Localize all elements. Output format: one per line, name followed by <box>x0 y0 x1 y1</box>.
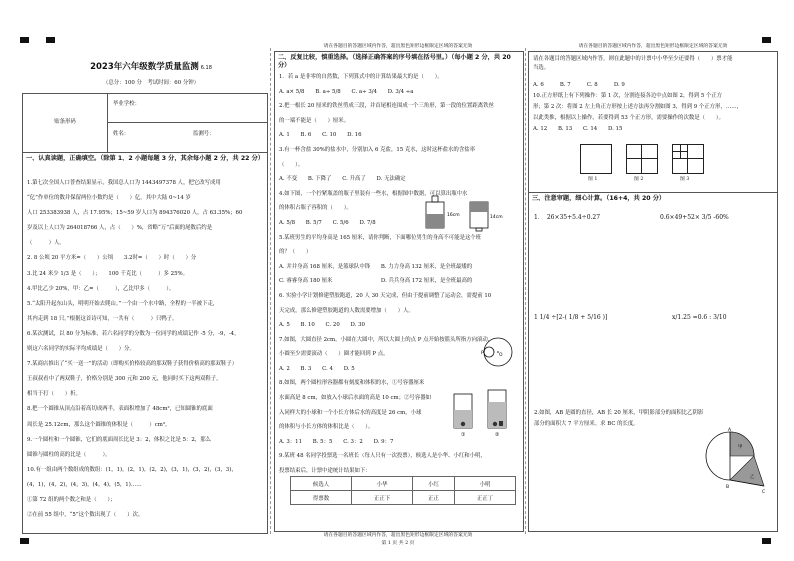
section-3-title: 三、注意审题，细心计算。（16+4，共 20 分） <box>532 195 666 202</box>
question-line: 圆锥与圆柱的高的比是（ ）。 <box>27 451 111 458</box>
question-line: 2. 8 公顷 20 平方米=（ ）公顷 3.2时=（ ）时（ ）分 <box>27 255 197 262</box>
question-line: ①第 72 组的两个数之和是（ ）； <box>27 496 116 503</box>
question-line: 3.比 24 米少 1/3 是（ ）； 100 千克比（ ）多 25%。 <box>27 270 189 277</box>
warning-banner: 请在各题目的答题区域内作答，超出黑色矩形边框限定区域的答案无效 <box>323 44 473 49</box>
question-line: “亿”作单位的数并保留两位小数约是（ ）亿。其中大陆 0~14 岁 <box>27 195 191 202</box>
figure-label: 图 1 <box>588 177 598 182</box>
circle-roll-figure <box>480 334 520 370</box>
container-1-label: ① <box>461 432 466 438</box>
warning-banner: 请在各题目的答题区域内作答，超出黑色矩形边框限定区域的答案无效 <box>578 44 728 49</box>
square-figure-1 <box>580 144 612 174</box>
question-line: 4.甲比乙少 20%，甲：乙=（ ），乙比甲多（ ）。 <box>27 285 175 292</box>
question-line: 请在各题目的答题区域内作答，则在此题中的计票中小华至少还要得（ ）票才能 <box>533 56 733 62</box>
square-figure-3 <box>672 144 704 174</box>
figure-label: 图 3 <box>680 177 690 182</box>
question-line: 天完成，那么修建塑胶跑道的人数需要增加（ ）人。 <box>279 307 414 314</box>
barcode-area <box>23 94 108 152</box>
question-line: (4，1)，(4，2)，(4，3)，(4，4)，(5，1)…… <box>27 481 142 488</box>
bottle-height-2: 14cm <box>490 215 503 220</box>
question-line: A. 1 B. 6 C. 10 D. 16 <box>279 132 362 139</box>
question-line: 9.一个圆柱和一个圆锥，它们的底面周长比是 3：2，体积之比是 5：2，那么 <box>27 436 212 443</box>
question-line: 10.有一组由两个数组成的数组：(1，1)，(2，1)，(2，2)，(3，1)，(3，2)，(3，3)， <box>27 466 237 473</box>
question-line: A. 并并身高 168 厘米，是篮球队中锋 B. 力力身高 132 厘米，是全班最矮的 <box>279 263 473 270</box>
registration-mark <box>46 37 55 43</box>
registration-mark <box>762 538 771 544</box>
question-line: 形；第 2 次：将图 2 左上角正方形按上述方法再分割如图 3，得到 9 个正方形，……， <box>533 104 742 110</box>
question-line: 的一端不能是（ ）厘米。 <box>279 117 350 124</box>
square-figure-2 <box>626 144 658 174</box>
containers-figure <box>448 386 516 438</box>
question-line: ②在前 55 组中，“5”这个数出现了（ ）次。 <box>27 512 144 519</box>
name-field[interactable]: 姓名： <box>113 131 130 137</box>
page-title: 2023年六年级数学质量监测 6.18 <box>90 62 212 72</box>
question-9-continued <box>533 55 773 73</box>
question-line: 的？（ ） <box>279 249 312 256</box>
question-line: 4.如下图，一个拧紧瓶盖的瓶子里装有一些水，根据图中数据，可以算出瓶中水 <box>279 190 468 197</box>
registration-mark <box>20 538 29 544</box>
table-header: 小明 <box>454 477 515 491</box>
question-line: C. 睿睿身高 180 厘米 D. 兵兵身高 172 厘米，是全班最高的 <box>279 278 473 285</box>
question-line: （ ）。 <box>279 161 304 168</box>
question-line: 6.某次测试，以 80 分为标准，若六名同学的分数为一位同学的成绩记作 -5 分，-9，-4， <box>27 330 240 337</box>
point-p-label: P <box>481 351 484 356</box>
region-jia-label: 甲 <box>738 445 743 450</box>
question-line: A. 5/8 B. 5/7 C. 5/6 D. 7/8 <box>279 219 376 226</box>
question-line: 周长是 25.12cm，那么这个圆锥的体积是（ ）cm³。 <box>27 421 171 428</box>
calc-2: 0.6×49+52× 3/5 -60% <box>660 214 729 221</box>
section-1-questions <box>27 176 263 523</box>
question-line: 7.某商店推出了“买一送一”的活动（即购买价格较高的那双鞋子获得价格高的那双鞋子） <box>27 361 238 368</box>
school-field[interactable]: 毕业学校： <box>113 101 140 107</box>
question-line: A. 不变 B. 下降了 C. 升高了 D. 无法确定 <box>279 176 406 183</box>
section-2-title: 二、反复比较，慎重选择。（选择正确答案的序号填在括号里。）（每小题 2 分，共 20 分） <box>278 54 511 69</box>
question-line: 9.某班 48 名同学投票选一名班长（每人只有一次投票），候选人是小华、小红和小明， <box>279 453 486 460</box>
table-header: 小华 <box>352 477 413 491</box>
point-c-label: C <box>762 490 766 495</box>
exam-number-field[interactable]: 监测号： <box>193 131 215 137</box>
question-line: 2.如图，AB 是圆的直径，AB 长 20 厘米，甲阴影部分的面积比乙阴影 <box>534 410 704 416</box>
question-line: 投票结束后，计票中途统计结果如下： <box>279 468 371 475</box>
barcode-label: 贴条形码 <box>54 119 76 125</box>
question-line: 7.如图，大圆直径 2cm，小圆在大圆中，所以大圆上的点 P 点开始按篮头所指方向滚动， <box>279 336 494 343</box>
question-10 <box>533 80 773 135</box>
question-line: 则这六名同学的实际平均成绩是（ ）分。 <box>27 346 135 353</box>
question-line: 水面高是 8 cm，如放入小球后水面的高是 10 cm；②号容器如 <box>279 395 431 402</box>
question-line: 10.正方形纸上有下列操作：第 1 次，分割连接各边中点如图 2，得到 5 个正方 <box>533 93 723 99</box>
bottle-figure <box>420 192 503 232</box>
bottle-height-1: 16cm <box>447 213 460 218</box>
page-number: 第 1 页 共 2 页 <box>381 541 415 546</box>
question-line: 入同样大的小球和一个小长方体后水的高度是 26 cm，小球 <box>279 409 422 416</box>
question-line: 以此类推，根据以上操作，若要得到 53 个正方形，需要操作的次数是（ ）。 <box>533 115 724 121</box>
table-header: 候选人 <box>291 477 352 491</box>
point-b-label: B <box>726 485 730 490</box>
question-line: A. 5 B. 10 C. 20 D. 30 <box>279 322 365 329</box>
point-a-label: A <box>728 428 732 433</box>
question-line: 8.如图，两个圆柱形容器都有刻度和体积的水，①号容器厘米 <box>279 380 425 387</box>
question-line: 1.第七次全国人口普查结果显示，我国总人口为 1443497378 人，把它改写成用 <box>27 180 221 186</box>
section-1-title: 一、认真读题，正确填空。（除第 1、2 小题每题 3 分，其余每小题 2 分，共 22 分） <box>26 155 264 162</box>
table-header: 小红 <box>413 477 455 491</box>
question-line: 人口 253383938 人，占 17.95%；15~59 岁人口为 894376020 人，占 63.35%；60 <box>27 210 243 217</box>
fold-line <box>525 48 526 534</box>
question-line: A. 6 B. 7 C. 8 D. 9 <box>533 82 625 88</box>
question-line: 当选。 <box>533 65 550 71</box>
question-line: （ ）人。 <box>27 240 65 247</box>
question-line: A. a× 5/8 B. a÷ 5/8 C. a÷ 3/4 D. 3/4 ÷a <box>279 88 414 95</box>
question-line: 的体积与小长方体的体积比是（ ）。 <box>279 424 374 431</box>
question-line: 岁及以上人口为 264018766 人，占（ ）%，省略“万”后面的尾数后约是 <box>27 225 213 232</box>
registration-mark <box>20 37 29 43</box>
container-2-label: ② <box>495 432 500 438</box>
question-line: A. 12 B. 13 C. 14 D. 15 <box>533 126 623 132</box>
table-row-label: 得票数 <box>291 491 352 505</box>
question-line: 其内走到 18 只。”根据这首诗可知，一共有（ ）只鸭子。 <box>27 315 178 322</box>
table-cell: 正正丁 <box>454 491 515 505</box>
question-line: 部分的面积大 7 平方厘米。求 BC 的长度。 <box>534 421 639 427</box>
warning-banner-bottom: 请在各题目的答题区域内作答，超出黑色矩形边框限定区域的答案无效 <box>323 533 473 538</box>
question-line: 5.某班男生的平均身高是 165 厘米，请你判断，下面哪位男生的身高不可能是这个班 <box>279 234 482 241</box>
exam-meta: （总分：100 分 考试时间：60 分钟） <box>102 80 200 86</box>
calc-4: x/1.25 =0.6 : 3/10 <box>672 314 727 321</box>
question-line: 5.“太阳升起东山头，明明开始去爬山。”一个由一个水中路，全程的一半被下走， <box>27 300 219 307</box>
table-cell: 正正 <box>413 491 455 505</box>
question-line: A. 2 B. 3 C. 4 D. 5 <box>279 365 355 372</box>
calc-3: 1 1/4 ÷[2-( 1/8 + 5/16 )] <box>534 314 608 321</box>
question-line: 相当于打（ ）折。 <box>27 391 81 398</box>
question-line: A. 3：11 B. 5：5 C. 3：2 D. 9：7 <box>279 438 394 445</box>
question-line: 2.把一根长 20 厘米的铁丝剪成三段，并首尾相连围成一个三角形，第一段的位置距离铁丝 <box>279 103 494 110</box>
question-line: 小圆至少需要滚动（ ）圈才能回到 P 点。 <box>279 351 389 358</box>
vote-table <box>290 476 516 505</box>
info-box <box>22 93 268 153</box>
question-line: 8.把一个圆锥从顶点沿着高切成两半，表面积增加了 48cm²，已知圆锥的底面 <box>27 406 213 413</box>
question-line: 1．若 a 是非零的自然数，下列算式中的计算结果最大的是（ ）。 <box>279 74 443 80</box>
fold-line <box>270 48 271 534</box>
point-o-label: O <box>499 353 503 358</box>
question-line: 6. 实验小学计划修建塑胶跑道，20 人 30 天完成，但由于提前调整了运动会，需提前 10 <box>279 292 492 299</box>
calc-1: 1． 26×35+5.4÷0.27 <box>534 214 601 221</box>
shaded-circle-figure <box>700 426 770 496</box>
question-line: 的体积占瓶子容积的（ ）。 <box>279 205 352 212</box>
question-line: 王叔叔看中了两双鞋子，价格分别是 300 元和 200 元，他同时买下这两双鞋子， <box>27 376 222 383</box>
table-cell: 正正下 <box>352 491 413 505</box>
question-line: 3.有一杯含盐 30%的盐水中，分别加入 6 克盐，15 克水，这时这杯盐水的含盐率 <box>279 146 475 153</box>
figure-label: 图 2 <box>634 177 644 182</box>
region-yi-label: 乙 <box>750 475 755 480</box>
